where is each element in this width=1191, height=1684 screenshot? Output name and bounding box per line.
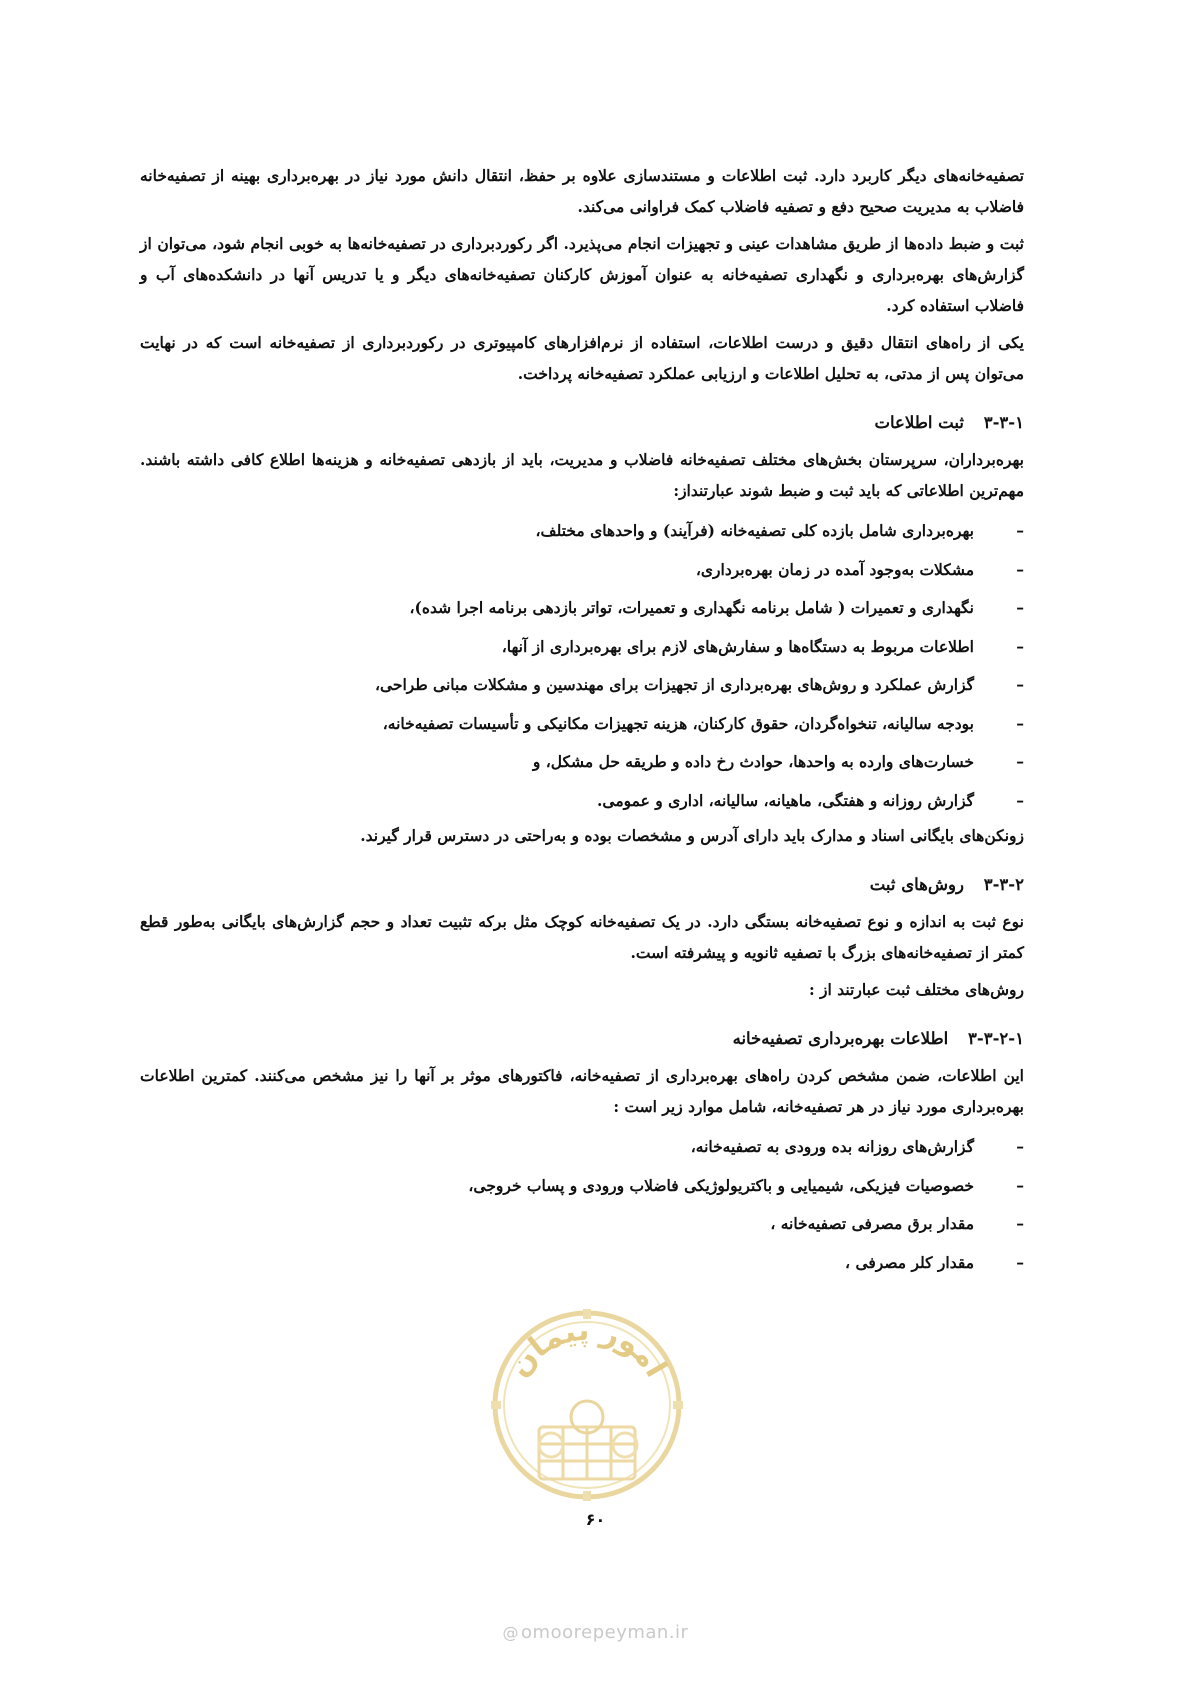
section-title-1: ثبت اطلاعات: [874, 413, 964, 432]
list-item: – گزارش‌های روزانه بده ورودی به تصفیه‌خانه،: [140, 1128, 1024, 1167]
intro-paragraph-1: تصفیه‌خانه‌های دیگر کاربرد دارد. ثبت اطلاعات و مستندسازی علاوه بر حفظ، انتقال دانش مورد نیاز در بهره‌برداری بهینه از تصفیه‌خانه فاضلاب به مدیریت صحیح دفع و تصفیه فاضلاب کمک فراوانی می‌کند.: [140, 166, 1024, 216]
list-item: – گزارش روزانه و هفتگی، ماهیانه، سالیانه، اداری و عمومی.: [140, 782, 1024, 821]
section1-list: [140, 512, 1024, 820]
watermark-logo-text: امور پیمان: [501, 1312, 674, 1384]
list-item: – مقدار برق مصرفی تصفیه‌خانه ،: [140, 1205, 1024, 1244]
section-title-3: اطلاعات بهره‌برداری تصفیه‌خانه: [732, 1029, 949, 1048]
list-item: – خسارت‌های وارده به واحدها، حوادث رخ داده و طریقه حل مشکل، و: [140, 743, 1024, 782]
list-item: – بودجه سالیانه، تنخواه‌گردان، حقوق کارکنان، هزینه تجهیزات مکانیکی و تأسیسات تصفیه‌خانه،: [140, 705, 1024, 744]
watermark-seal-logo: [487, 1305, 687, 1505]
section-title-2: روش‌های ثبت: [869, 875, 964, 894]
intro-paragraph-2: ثبت و ضبط داده‌ها از طریق مشاهدات عینی و تجهیزات انجام می‌پذیرد. اگر رکوردبرداری در تصفیه‌خانه‌ها به خوبی انجام شود، می‌توان از گزارش‌های بهره‌برداری و نگهداری تصفیه‌خانه به عنوان آموزش کارکنان تصفیه‌خانه‌های دیگر و یا تدریس آنها در دانشکده‌های آب و فاضلاب استفاده کرد.: [140, 234, 1024, 315]
site-at-icon: @: [502, 1623, 520, 1642]
section2-paragraph-2: روش‌های مختلف ثبت عبارتند از :: [808, 980, 1024, 999]
intro-paragraph-3: یکی از راه‌های انتقال دقیق و درست اطلاعات، استفاده از نرم‌افزارهای کامپیوتری در رکوردبرداری از تصفیه‌خانه است که در نهایت می‌توان پس از مدتی، به تحلیل اطلاعات و ارزیابی عملکرد تصفیه‌خانه پرداخت.: [140, 333, 1024, 383]
section-number-1: ۳-۳-۱: [983, 413, 1024, 432]
list-item: – اطلاعات مربوط به دستگاه‌ها و سفارش‌های لازم برای بهره‌برداری از آنها،: [140, 628, 1024, 667]
section3-list: [140, 1128, 1024, 1282]
section1-paragraph-1: بهره‌برداران، سرپرستان بخش‌های مختلف تصفیه‌خانه فاضلاب و مدیریت، باید از بازدهی تصفیه‌خانه و هزینه‌ها اطلاع کافی داشته باشند. مهم‌ترین اطلاعاتی که باید ثبت و ضبط شوند عبارتنداز:: [140, 450, 1024, 500]
section-number-3: ۳-۳-۲-۱: [968, 1029, 1024, 1048]
list-item: – گزارش عملکرد و روش‌های بهره‌برداری از تجهیزات برای مهندسین و مشکلات مبانی طراحی،: [140, 666, 1024, 705]
list-item: – نگهداری و تعمیرات ( شامل برنامه نگهداری و تعمیرات، تواتر بازدهی برنامه اجرا شده)،: [140, 589, 1024, 628]
section-number-2: ۳-۳-۲: [983, 875, 1024, 894]
section3-paragraph-1: این اطلاعات، ضمن مشخص کردن راه‌های بهره‌برداری از تصفیه‌خانه، فاکتورهای موثر بر آنها را نیز مشخص می‌کنند. کمترین اطلاعات بهره‌برداری مورد نیاز در هر تصفیه‌خانه، شامل موارد زیر است :: [140, 1066, 1024, 1116]
page-content: [140, 160, 1024, 1282]
section2-paragraph-1: نوع ثبت به اندازه و نوع تصفیه‌خانه بستگی دارد. در یک تصفیه‌خانه کوچک مثل برکه تثبیت تعداد و حجم گزارش‌های بایگانی به‌طور قطع کمتر از تصفیه‌خانه‌های بزرگ با تصفیه ثانویه و پیشرفته است.: [140, 912, 1024, 962]
list-item: – مشکلات به‌وجود آمده در زمان بهره‌برداری،: [140, 551, 1024, 590]
list-item: – بهره‌برداری شامل بازده کلی تصفیه‌خانه (فرآیند) و واحدهای مختلف،: [140, 512, 1024, 551]
list-item: – مقدار کلر مصرفی ،: [140, 1244, 1024, 1283]
list-item: – خصوصیات فیزیکی، شیمیایی و باکتریولوژیکی فاضلاب ورودی و پساب خروجی،: [140, 1167, 1024, 1206]
site-url-text: omoorepeyman.ir: [521, 1622, 689, 1643]
section1-paragraph-2: زونکن‌های بایگانی اسناد و مدارک باید دارای آدرس و مشخصات بوده و به‌راحتی در دسترس قرار گیرند.: [360, 826, 1024, 845]
site-watermark: [0, 1622, 1191, 1643]
section-heading-3: [140, 1023, 1024, 1054]
page-number: ۶۰: [585, 1510, 606, 1529]
section-heading-1: [140, 407, 1024, 438]
section-heading-2: [140, 869, 1024, 900]
